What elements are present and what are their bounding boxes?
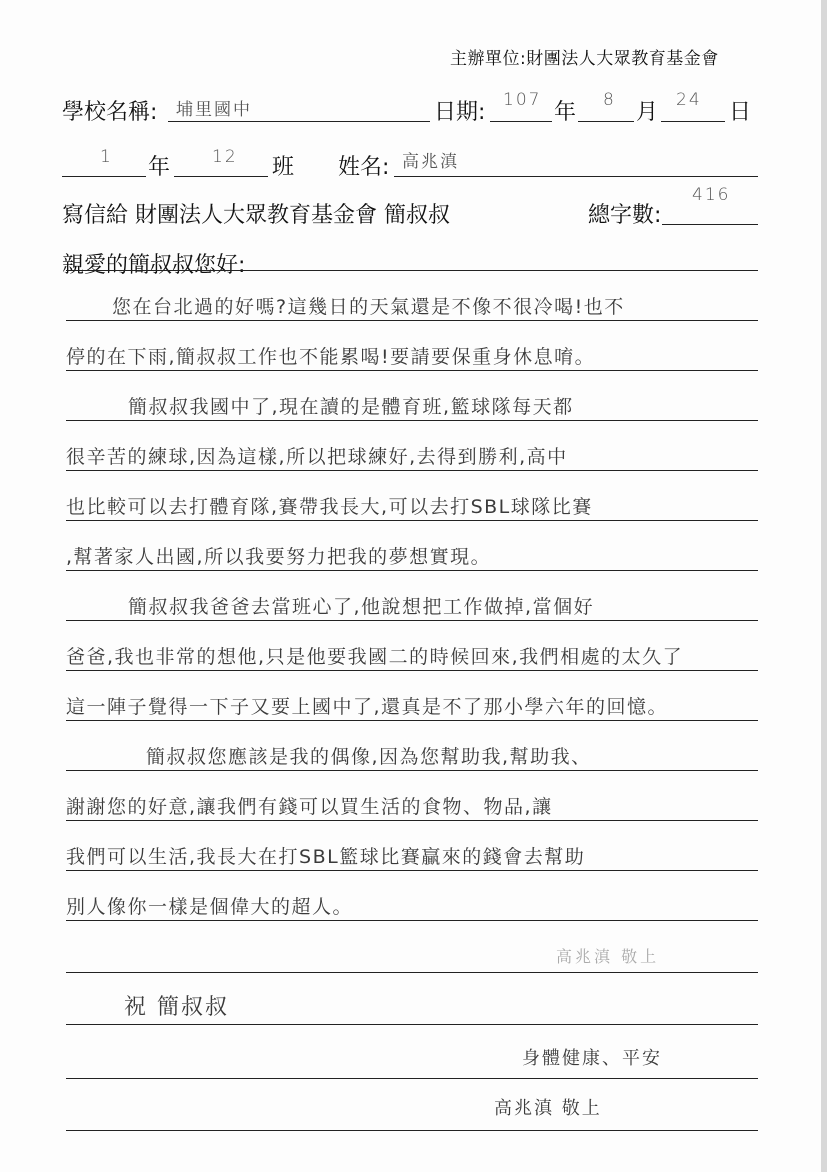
letter-line: 您在台北過的好嗎?這幾日的天氣還是不像不很冷喝!也不: [112, 296, 625, 318]
letter-line: 簡叔叔您應該是我的偶像,因為您幫助我,幫助我、: [146, 746, 592, 768]
day-value: 24: [676, 90, 702, 110]
ruled-line: [66, 1130, 758, 1131]
word-count-value: 416: [692, 185, 731, 205]
letter-recipient: 寫信給 財團法人大眾教育基金會 簡叔叔: [62, 203, 450, 228]
ruled-line: [66, 870, 758, 871]
letter-line: 謝謝您的好意,讓我們有錢可以買生活的食物、物品,讓: [66, 796, 553, 818]
organizer-header: 主辦單位:財團法人大眾教育基金會: [450, 49, 719, 69]
date-label: 日期:: [434, 100, 486, 125]
ruled-line: [66, 320, 758, 321]
year-value: 107: [503, 90, 542, 110]
name-label: 姓名:: [338, 155, 390, 180]
letter-line: 我們可以生活,我長大在打SBL籃球比賽贏來的錢會去幫助: [66, 846, 586, 868]
class-unit: 班: [272, 155, 295, 180]
month-unit: 月: [636, 100, 659, 125]
letter-line: 這一陣子覺得一下子又要上國中了,還真是不了那小學六年的回憶。: [66, 696, 669, 718]
name-value: 高兆滇: [402, 152, 459, 172]
ruled-line: [66, 820, 758, 821]
ruled-line: [66, 520, 758, 521]
letter-line: 很辛苦的練球,因為這樣,所以把球練好,去得到勝利,高中: [66, 446, 568, 468]
letter-line: 簡叔叔我爸爸去當班心了,他說想把工作做掉,當個好: [128, 596, 595, 618]
ruled-line: [66, 570, 758, 571]
letter-line: 停的在下雨,簡叔叔工作也不能累喝!要請要保重身休息唷。: [66, 346, 596, 368]
day-unit: 日: [729, 100, 752, 125]
ruled-line: [66, 770, 758, 771]
letter-line: ,幫著家人出國,所以我要努力把我的夢想實現。: [66, 546, 492, 568]
ruled-line: [66, 620, 758, 621]
wishes: 身體健康、平安: [522, 1048, 662, 1069]
word-count-label: 總字數:: [588, 203, 662, 228]
ruled-line: [66, 972, 758, 973]
school-label: 學校名稱:: [62, 100, 158, 125]
ruled-line: [66, 1078, 758, 1079]
ruled-line: [66, 270, 758, 271]
class-value: 12: [212, 147, 238, 167]
ruled-line: [66, 920, 758, 921]
ruled-line: [66, 670, 758, 671]
ruled-line: [66, 720, 758, 721]
grade-unit: 年: [148, 155, 171, 180]
ruled-line: [66, 1024, 758, 1025]
faint-signature: 高兆滇 敬上: [556, 947, 660, 966]
letter-line: 別人像你一樣是個偉大的超人。: [66, 896, 354, 918]
closing: 祝 簡叔叔: [124, 995, 229, 1020]
ruled-line: [66, 470, 758, 471]
grade-value: 1: [100, 147, 113, 167]
greeting: 親愛的簡叔叔您好:: [62, 253, 246, 278]
school-value: 埔里國中: [176, 100, 252, 120]
letter-line: 爸爸,我也非常的想他,只是他要我國二的時候回來,我們相處的太久了: [66, 646, 684, 668]
month-value: 8: [603, 90, 616, 110]
letter-line: 也比較可以去打體育隊,賽帶我長大,可以去打SBL球隊比賽: [66, 496, 593, 518]
sign-off: 高兆滇 敬上: [494, 1098, 602, 1119]
ruled-line: [66, 420, 758, 421]
letter-line: 簡叔叔我國中了,現在讀的是體育班,籃球隊每天都: [128, 396, 574, 418]
ruled-line: [66, 370, 758, 371]
scan-edge: [821, 0, 827, 1172]
year-unit: 年: [554, 100, 577, 125]
